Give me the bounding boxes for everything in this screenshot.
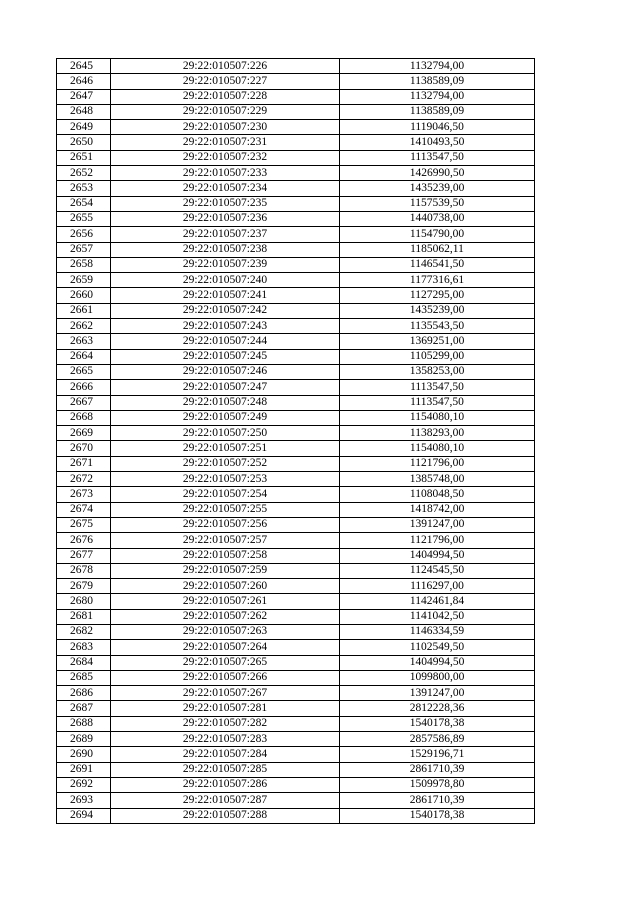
- table-row: [57, 273, 535, 288]
- cadastral-number-cell: 29:22:010507:229: [111, 104, 340, 119]
- row-number-cell: 2688: [57, 716, 111, 731]
- cadastral-value-cell: 1113547,50: [340, 395, 535, 410]
- row-number-cell: 2666: [57, 380, 111, 395]
- cadastral-number-cell: 29:22:010507:243: [111, 319, 340, 334]
- cadastral-number-cell: 29:22:010507:285: [111, 762, 340, 777]
- table-row: [57, 624, 535, 639]
- table-row: [57, 563, 535, 578]
- table-row: [57, 166, 535, 181]
- cadastral-number-cell: 29:22:010507:258: [111, 548, 340, 563]
- table-row: [57, 395, 535, 410]
- cadastral-value-cell: 2812228,36: [340, 701, 535, 716]
- cadastral-number-cell: 29:22:010507:287: [111, 793, 340, 808]
- cadastral-value-cell: 1426990,50: [340, 166, 535, 181]
- row-number-cell: 2661: [57, 303, 111, 318]
- cadastral-value-cell: 1113547,50: [340, 150, 535, 165]
- cadastral-number-cell: 29:22:010507:260: [111, 579, 340, 594]
- cadastral-number-cell: 29:22:010507:252: [111, 456, 340, 471]
- cadastral-value-cell: 2861710,39: [340, 762, 535, 777]
- cadastral-value-cell: 1119046,50: [340, 120, 535, 135]
- row-number-cell: 2663: [57, 334, 111, 349]
- table-row: [57, 793, 535, 808]
- table-row: [57, 808, 535, 823]
- table-row: [57, 227, 535, 242]
- table-row: [57, 135, 535, 150]
- cadastral-number-cell: 29:22:010507:255: [111, 502, 340, 517]
- table-row: [57, 594, 535, 609]
- cadastral-number-cell: 29:22:010507:238: [111, 242, 340, 257]
- cadastral-value-cell: 1404994,50: [340, 655, 535, 670]
- table-row: [57, 288, 535, 303]
- cadastral-value-cell: 1124545,50: [340, 563, 535, 578]
- row-number-cell: 2682: [57, 624, 111, 639]
- table-row: [57, 609, 535, 624]
- row-number-cell: 2694: [57, 808, 111, 823]
- table-row: [57, 686, 535, 701]
- cadastral-number-cell: 29:22:010507:237: [111, 227, 340, 242]
- row-number-cell: 2675: [57, 517, 111, 532]
- row-number-cell: 2693: [57, 793, 111, 808]
- row-number-cell: 2664: [57, 349, 111, 364]
- cadastral-value-cell: 1105299,00: [340, 349, 535, 364]
- cadastral-number-cell: 29:22:010507:240: [111, 273, 340, 288]
- table-row: [57, 319, 535, 334]
- row-number-cell: 2679: [57, 579, 111, 594]
- cadastral-value-cell: 1132794,00: [340, 59, 535, 74]
- cadastral-number-cell: 29:22:010507:248: [111, 395, 340, 410]
- table-row: [57, 548, 535, 563]
- cadastral-value-cell: 1132794,00: [340, 89, 535, 104]
- table-row: [57, 670, 535, 685]
- cadastral-value-cell: 1121796,00: [340, 533, 535, 548]
- table-row: [57, 74, 535, 89]
- cadastral-number-cell: 29:22:010507:236: [111, 211, 340, 226]
- table-row: [57, 150, 535, 165]
- cadastral-number-cell: 29:22:010507:244: [111, 334, 340, 349]
- cadastral-number-cell: 29:22:010507:257: [111, 533, 340, 548]
- row-number-cell: 2676: [57, 533, 111, 548]
- row-number-cell: 2646: [57, 74, 111, 89]
- table-row: [57, 655, 535, 670]
- cadastral-value-cell: 2857586,89: [340, 732, 535, 747]
- row-number-cell: 2659: [57, 273, 111, 288]
- cadastral-value-cell: 1391247,00: [340, 686, 535, 701]
- cadastral-value-cell: 1177316,61: [340, 273, 535, 288]
- cadastral-number-cell: 29:22:010507:235: [111, 196, 340, 211]
- row-number-cell: 2674: [57, 502, 111, 517]
- table-row: [57, 762, 535, 777]
- table-row: [57, 364, 535, 379]
- row-number-cell: 2645: [57, 59, 111, 74]
- cadastral-value-cell: 1157539,50: [340, 196, 535, 211]
- table-row: [57, 196, 535, 211]
- cadastral-value-cell: 1138589,09: [340, 74, 535, 89]
- row-number-cell: 2672: [57, 472, 111, 487]
- cadastral-value-cell: 1141042,50: [340, 609, 535, 624]
- table-row: [57, 59, 535, 74]
- table-row: [57, 533, 535, 548]
- table-row: [57, 747, 535, 762]
- table-row: [57, 701, 535, 716]
- cadastral-value-cell: 1385748,00: [340, 472, 535, 487]
- row-number-cell: 2654: [57, 196, 111, 211]
- row-number-cell: 2650: [57, 135, 111, 150]
- cadastral-number-cell: 29:22:010507:247: [111, 380, 340, 395]
- cadastral-number-cell: 29:22:010507:262: [111, 609, 340, 624]
- table-row: [57, 456, 535, 471]
- row-number-cell: 2668: [57, 410, 111, 425]
- cadastral-number-cell: 29:22:010507:281: [111, 701, 340, 716]
- cadastral-number-cell: 29:22:010507:288: [111, 808, 340, 823]
- cadastral-number-cell: 29:22:010507:253: [111, 472, 340, 487]
- table-row: [57, 380, 535, 395]
- cadastral-value-cell: 1127295,00: [340, 288, 535, 303]
- cadastral-value-cell: 1410493,50: [340, 135, 535, 150]
- cadastral-number-cell: 29:22:010507:282: [111, 716, 340, 731]
- cadastral-number-cell: 29:22:010507:242: [111, 303, 340, 318]
- cadastral-value-cell: 1154790,00: [340, 227, 535, 242]
- row-number-cell: 2652: [57, 166, 111, 181]
- cadastral-number-cell: 29:22:010507:265: [111, 655, 340, 670]
- row-number-cell: 2689: [57, 732, 111, 747]
- cadastral-number-cell: 29:22:010507:231: [111, 135, 340, 150]
- row-number-cell: 2671: [57, 456, 111, 471]
- cadastral-value-cell: 1540178,38: [340, 808, 535, 823]
- row-number-cell: 2655: [57, 211, 111, 226]
- cadastral-value-cell: 1435239,00: [340, 181, 535, 196]
- row-number-cell: 2662: [57, 319, 111, 334]
- cadastral-number-cell: 29:22:010507:234: [111, 181, 340, 196]
- cadastral-number-cell: 29:22:010507:239: [111, 257, 340, 272]
- table-row: [57, 257, 535, 272]
- cadastral-number-cell: 29:22:010507:264: [111, 640, 340, 655]
- table-row: [57, 303, 535, 318]
- row-number-cell: 2685: [57, 670, 111, 685]
- cadastral-value-cell: 1121796,00: [340, 456, 535, 471]
- row-number-cell: 2670: [57, 441, 111, 456]
- cadastral-value-cell: 1404994,50: [340, 548, 535, 563]
- row-number-cell: 2680: [57, 594, 111, 609]
- table-row: [57, 487, 535, 502]
- cadastral-number-cell: 29:22:010507:284: [111, 747, 340, 762]
- row-number-cell: 2683: [57, 640, 111, 655]
- table-row: [57, 640, 535, 655]
- table-row: [57, 120, 535, 135]
- row-number-cell: 2677: [57, 548, 111, 563]
- cadastral-value-cell: 1113547,50: [340, 380, 535, 395]
- row-number-cell: 2656: [57, 227, 111, 242]
- row-number-cell: 2678: [57, 563, 111, 578]
- cadastral-number-cell: 29:22:010507:249: [111, 410, 340, 425]
- cadastral-value-cell: 1540178,38: [340, 716, 535, 731]
- cadastral-number-cell: 29:22:010507:250: [111, 426, 340, 441]
- cadastral-number-cell: 29:22:010507:245: [111, 349, 340, 364]
- cadastral-value-cell: 1391247,00: [340, 517, 535, 532]
- row-number-cell: 2653: [57, 181, 111, 196]
- cadastral-value-cell: 1108048,50: [340, 487, 535, 502]
- table-row: [57, 777, 535, 792]
- row-number-cell: 2692: [57, 777, 111, 792]
- row-number-cell: 2647: [57, 89, 111, 104]
- cadastral-number-cell: 29:22:010507:241: [111, 288, 340, 303]
- row-number-cell: 2686: [57, 686, 111, 701]
- cadastral-number-cell: 29:22:010507:251: [111, 441, 340, 456]
- table-row: [57, 334, 535, 349]
- table-row: [57, 426, 535, 441]
- row-number-cell: 2667: [57, 395, 111, 410]
- cadastral-number-cell: 29:22:010507:263: [111, 624, 340, 639]
- cadastral-value-table: [56, 58, 535, 824]
- cadastral-number-cell: 29:22:010507:226: [111, 59, 340, 74]
- cadastral-value-cell: 1142461,84: [340, 594, 535, 609]
- row-number-cell: 2681: [57, 609, 111, 624]
- cadastral-number-cell: 29:22:010507:230: [111, 120, 340, 135]
- table-row: [57, 579, 535, 594]
- cadastral-number-cell: 29:22:010507:283: [111, 732, 340, 747]
- cadastral-value-cell: 1369251,00: [340, 334, 535, 349]
- table-row: [57, 89, 535, 104]
- cadastral-value-cell: 1435239,00: [340, 303, 535, 318]
- row-number-cell: 2687: [57, 701, 111, 716]
- cadastral-value-cell: 1135543,50: [340, 319, 535, 334]
- table-row: [57, 502, 535, 517]
- table-row: [57, 732, 535, 747]
- table-row: [57, 104, 535, 119]
- row-number-cell: 2648: [57, 104, 111, 119]
- row-number-cell: 2657: [57, 242, 111, 257]
- table-body: [57, 59, 535, 824]
- row-number-cell: 2651: [57, 150, 111, 165]
- table-row: [57, 349, 535, 364]
- row-number-cell: 2691: [57, 762, 111, 777]
- cadastral-value-cell: 1418742,00: [340, 502, 535, 517]
- cadastral-number-cell: 29:22:010507:233: [111, 166, 340, 181]
- table-row: [57, 441, 535, 456]
- cadastral-value-cell: 1440738,00: [340, 211, 535, 226]
- row-number-cell: 2665: [57, 364, 111, 379]
- cadastral-value-cell: 1358253,00: [340, 364, 535, 379]
- cadastral-number-cell: 29:22:010507:261: [111, 594, 340, 609]
- cadastral-number-cell: 29:22:010507:246: [111, 364, 340, 379]
- row-number-cell: 2673: [57, 487, 111, 502]
- row-number-cell: 2690: [57, 747, 111, 762]
- cadastral-value-cell: 1185062,11: [340, 242, 535, 257]
- cadastral-number-cell: 29:22:010507:227: [111, 74, 340, 89]
- row-number-cell: 2684: [57, 655, 111, 670]
- cadastral-value-cell: 1529196,71: [340, 747, 535, 762]
- cadastral-value-cell: 1509978,80: [340, 777, 535, 792]
- cadastral-value-cell: 1138293,00: [340, 426, 535, 441]
- cadastral-value-cell: 1102549,50: [340, 640, 535, 655]
- row-number-cell: 2660: [57, 288, 111, 303]
- cadastral-value-cell: 1146541,50: [340, 257, 535, 272]
- cadastral-value-cell: 1116297,00: [340, 579, 535, 594]
- table-row: [57, 410, 535, 425]
- cadastral-number-cell: 29:22:010507:228: [111, 89, 340, 104]
- cadastral-number-cell: 29:22:010507:256: [111, 517, 340, 532]
- cadastral-number-cell: 29:22:010507:232: [111, 150, 340, 165]
- cadastral-number-cell: 29:22:010507:254: [111, 487, 340, 502]
- table-row: [57, 211, 535, 226]
- table-row: [57, 181, 535, 196]
- cadastral-value-cell: 1154080,10: [340, 410, 535, 425]
- cadastral-value-cell: 2861710,39: [340, 793, 535, 808]
- table-row: [57, 472, 535, 487]
- table-row: [57, 716, 535, 731]
- cadastral-value-cell: 1146334,59: [340, 624, 535, 639]
- table-row: [57, 517, 535, 532]
- cadastral-value-cell: 1099800,00: [340, 670, 535, 685]
- cadastral-number-cell: 29:22:010507:286: [111, 777, 340, 792]
- cadastral-value-cell: 1154080,10: [340, 441, 535, 456]
- table-row: [57, 242, 535, 257]
- row-number-cell: 2669: [57, 426, 111, 441]
- cadastral-value-cell: 1138589,09: [340, 104, 535, 119]
- cadastral-number-cell: 29:22:010507:267: [111, 686, 340, 701]
- row-number-cell: 2649: [57, 120, 111, 135]
- cadastral-number-cell: 29:22:010507:266: [111, 670, 340, 685]
- row-number-cell: 2658: [57, 257, 111, 272]
- cadastral-number-cell: 29:22:010507:259: [111, 563, 340, 578]
